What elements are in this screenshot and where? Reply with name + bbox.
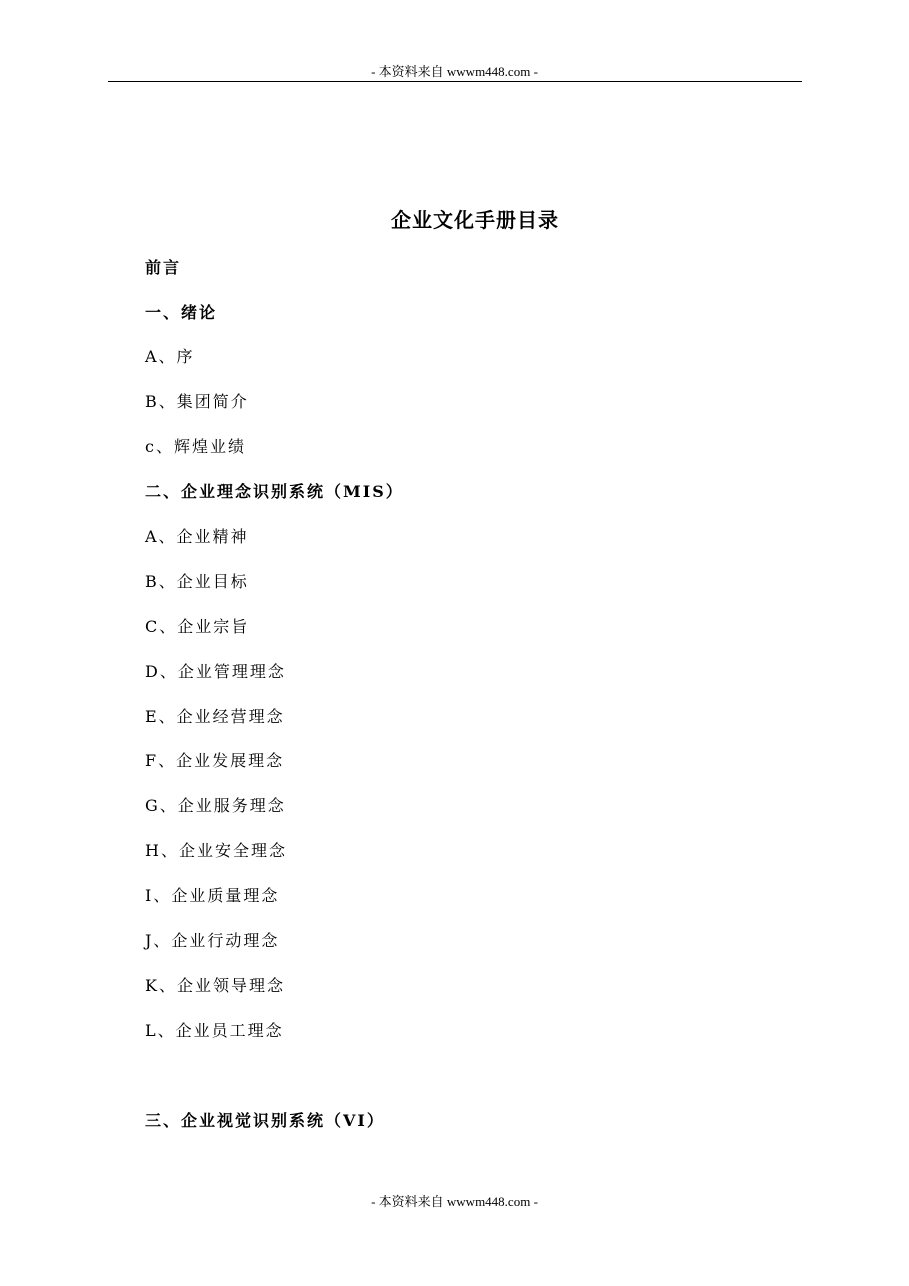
toc-entry-2g: G、企业服务理念 — [145, 796, 286, 815]
toc-entry-2d: D、企业管理理念 — [145, 662, 286, 681]
toc-entry-chapter-2: 二、企业理念识别系统（MIS） — [145, 482, 404, 501]
header-divider — [108, 81, 802, 82]
toc-entry-2k: K、企业领导理念 — [145, 976, 285, 995]
document-title: 企业文化手册目录 — [391, 208, 559, 232]
header-source-text: - 本资料来自 wwwm448.com - — [371, 64, 538, 79]
toc-entry-1c: c、辉煌业绩 — [145, 437, 246, 456]
toc-entry-2l: L、企业员工理念 — [145, 1021, 284, 1040]
toc-entry-1a: A、序 — [145, 347, 195, 366]
toc-entry-1b: B、集团简介 — [145, 392, 249, 411]
toc-entry-2j: J、企业行动理念 — [145, 931, 280, 950]
footer-source-text: - 本资料来自 wwwm448.com - — [371, 1194, 538, 1209]
toc-entry-2h: H、企业安全理念 — [145, 841, 287, 860]
toc-entry-2e: E、企业经营理念 — [145, 707, 285, 726]
toc-entry-2b: B、企业目标 — [145, 572, 249, 591]
toc-entry-2i: I、企业质量理念 — [145, 886, 280, 905]
toc-entry-preface: 前言 — [145, 258, 182, 277]
toc-entry-chapter-1: 一、绪论 — [145, 303, 218, 322]
toc-entry-2f: F、企业发展理念 — [145, 751, 285, 770]
toc-entry-2a: A、企业精神 — [145, 527, 249, 546]
toc-entry-chapter-3: 三、企业视觉识别系统（VI） — [145, 1111, 385, 1130]
toc-entry-2c: C、企业宗旨 — [145, 617, 250, 636]
